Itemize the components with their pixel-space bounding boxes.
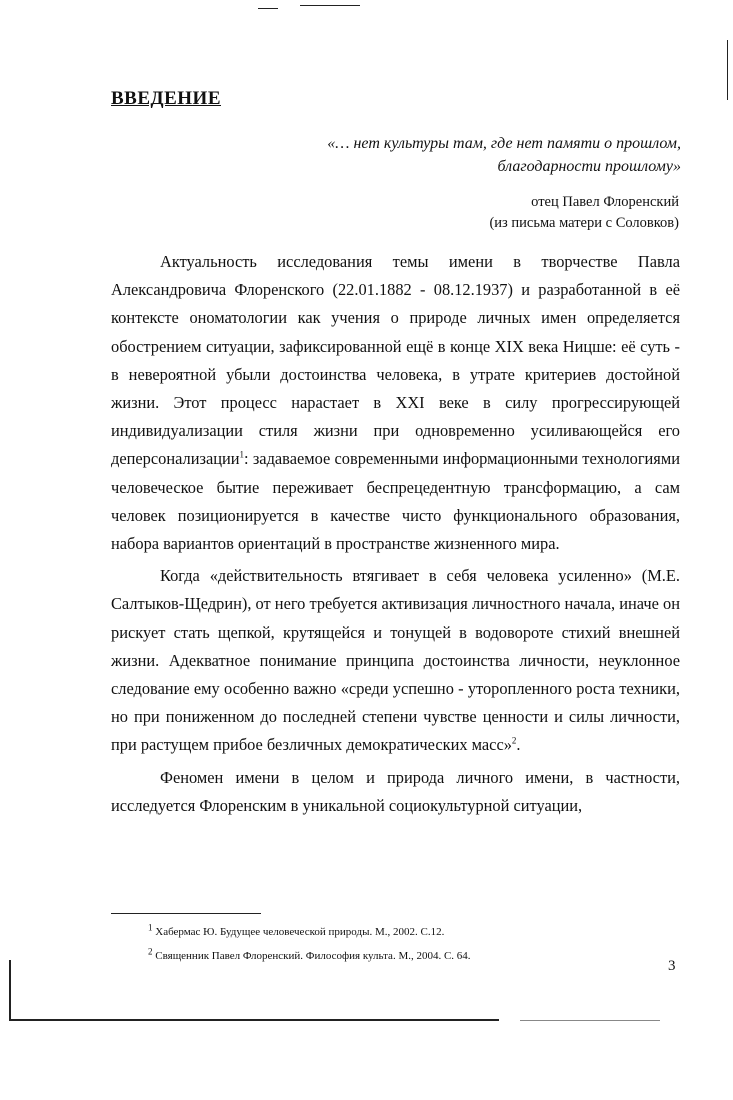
footnote — [148, 920, 471, 944]
footnote-text: Священник Павел Флоренский. Философия культа. М., 2004. С. 64. — [152, 950, 471, 962]
scan-top-mark — [300, 5, 360, 6]
paragraph — [111, 248, 680, 558]
footnote-number: 1 — [148, 922, 153, 933]
footnote-ref: 1 — [239, 449, 245, 460]
epigraph-line: благодарности прошлому» — [497, 158, 681, 175]
footnote-text: Хабермас Ю. Будущее человеческой природы. М., 2002. С.12. — [152, 926, 445, 938]
paragraph-text: Феномен имени в целом и природа личного имени, в частности, исследуется Флоренским в уникальной социокультурной ситуации, — [111, 767, 680, 815]
paragraph — [111, 562, 680, 759]
paragraph-text: . — [516, 735, 521, 755]
epigraph-line: «… нет культуры там, где нет памяти о прошлом, — [327, 135, 681, 152]
section-heading: ВВЕДЕНИЕ — [111, 88, 221, 109]
scan-top-mark — [258, 8, 278, 9]
footnote-divider — [111, 913, 261, 914]
footnote — [148, 944, 471, 968]
page-number: 3 — [668, 958, 676, 974]
paragraph-text: : задаваемое современными информационными технологиями человеческое бытие переживает беспрецедентную трансформацию, а сам человек позиционируется в качестве чисто функционального образования, набора вариантов ориентаций в пространстве жизненного мира. — [111, 449, 680, 554]
attribution-line: (из письма матери с Соловков) — [489, 215, 679, 231]
paragraph-text: Актуальность исследования темы имени в творчестве Павла Александровича Флоренского (22.01.1882 - 08.12.1937) и разработанной в её контексте ономатологии как учения о природе личных имен определяется обострением ситуации, зафиксированной ещё в конце XIX века Ницше: её суть - в невероятной убыли достоинства человека, в утрате критериев достойной жизни. Этот процесс нарастает в XXI веке в силу прогрессирующей индивидуализации стиля жизни при одновременно усиливающейся его деперсонализации — [111, 252, 680, 469]
scan-bottom-edge — [9, 1019, 499, 1021]
footnote-ref: 2 — [511, 735, 517, 746]
scan-right-edge — [727, 40, 728, 100]
paragraph-text: Когда «действительность втягивает в себя человека усиленно» (М.Е. Салтыков-Щедрин), от него требуется активизация личностного начала, иначе он рискует стать щепкой, крутящейся и тонущей в водовороте стихий внешней жизни. Адекватное понимание принципа достоинства личности, неуклонное следование ему особенно важно «среди успешно - уторопленного роста техники, но при пониженном до последней степени чувстве ценности и силы личности, при растущем прибое безличных демократических масс» — [111, 566, 680, 755]
epigraph-attribution — [489, 192, 679, 234]
scan-bottom-edge-faint — [520, 1020, 660, 1021]
epigraph — [327, 132, 681, 178]
paragraph — [111, 764, 680, 820]
scan-bottom-left-edge — [9, 960, 11, 1020]
footnotes — [148, 920, 471, 968]
attribution-line: отец Павел Флоренский — [531, 194, 679, 210]
footnote-number: 2 — [148, 946, 153, 957]
main-text — [111, 248, 680, 820]
